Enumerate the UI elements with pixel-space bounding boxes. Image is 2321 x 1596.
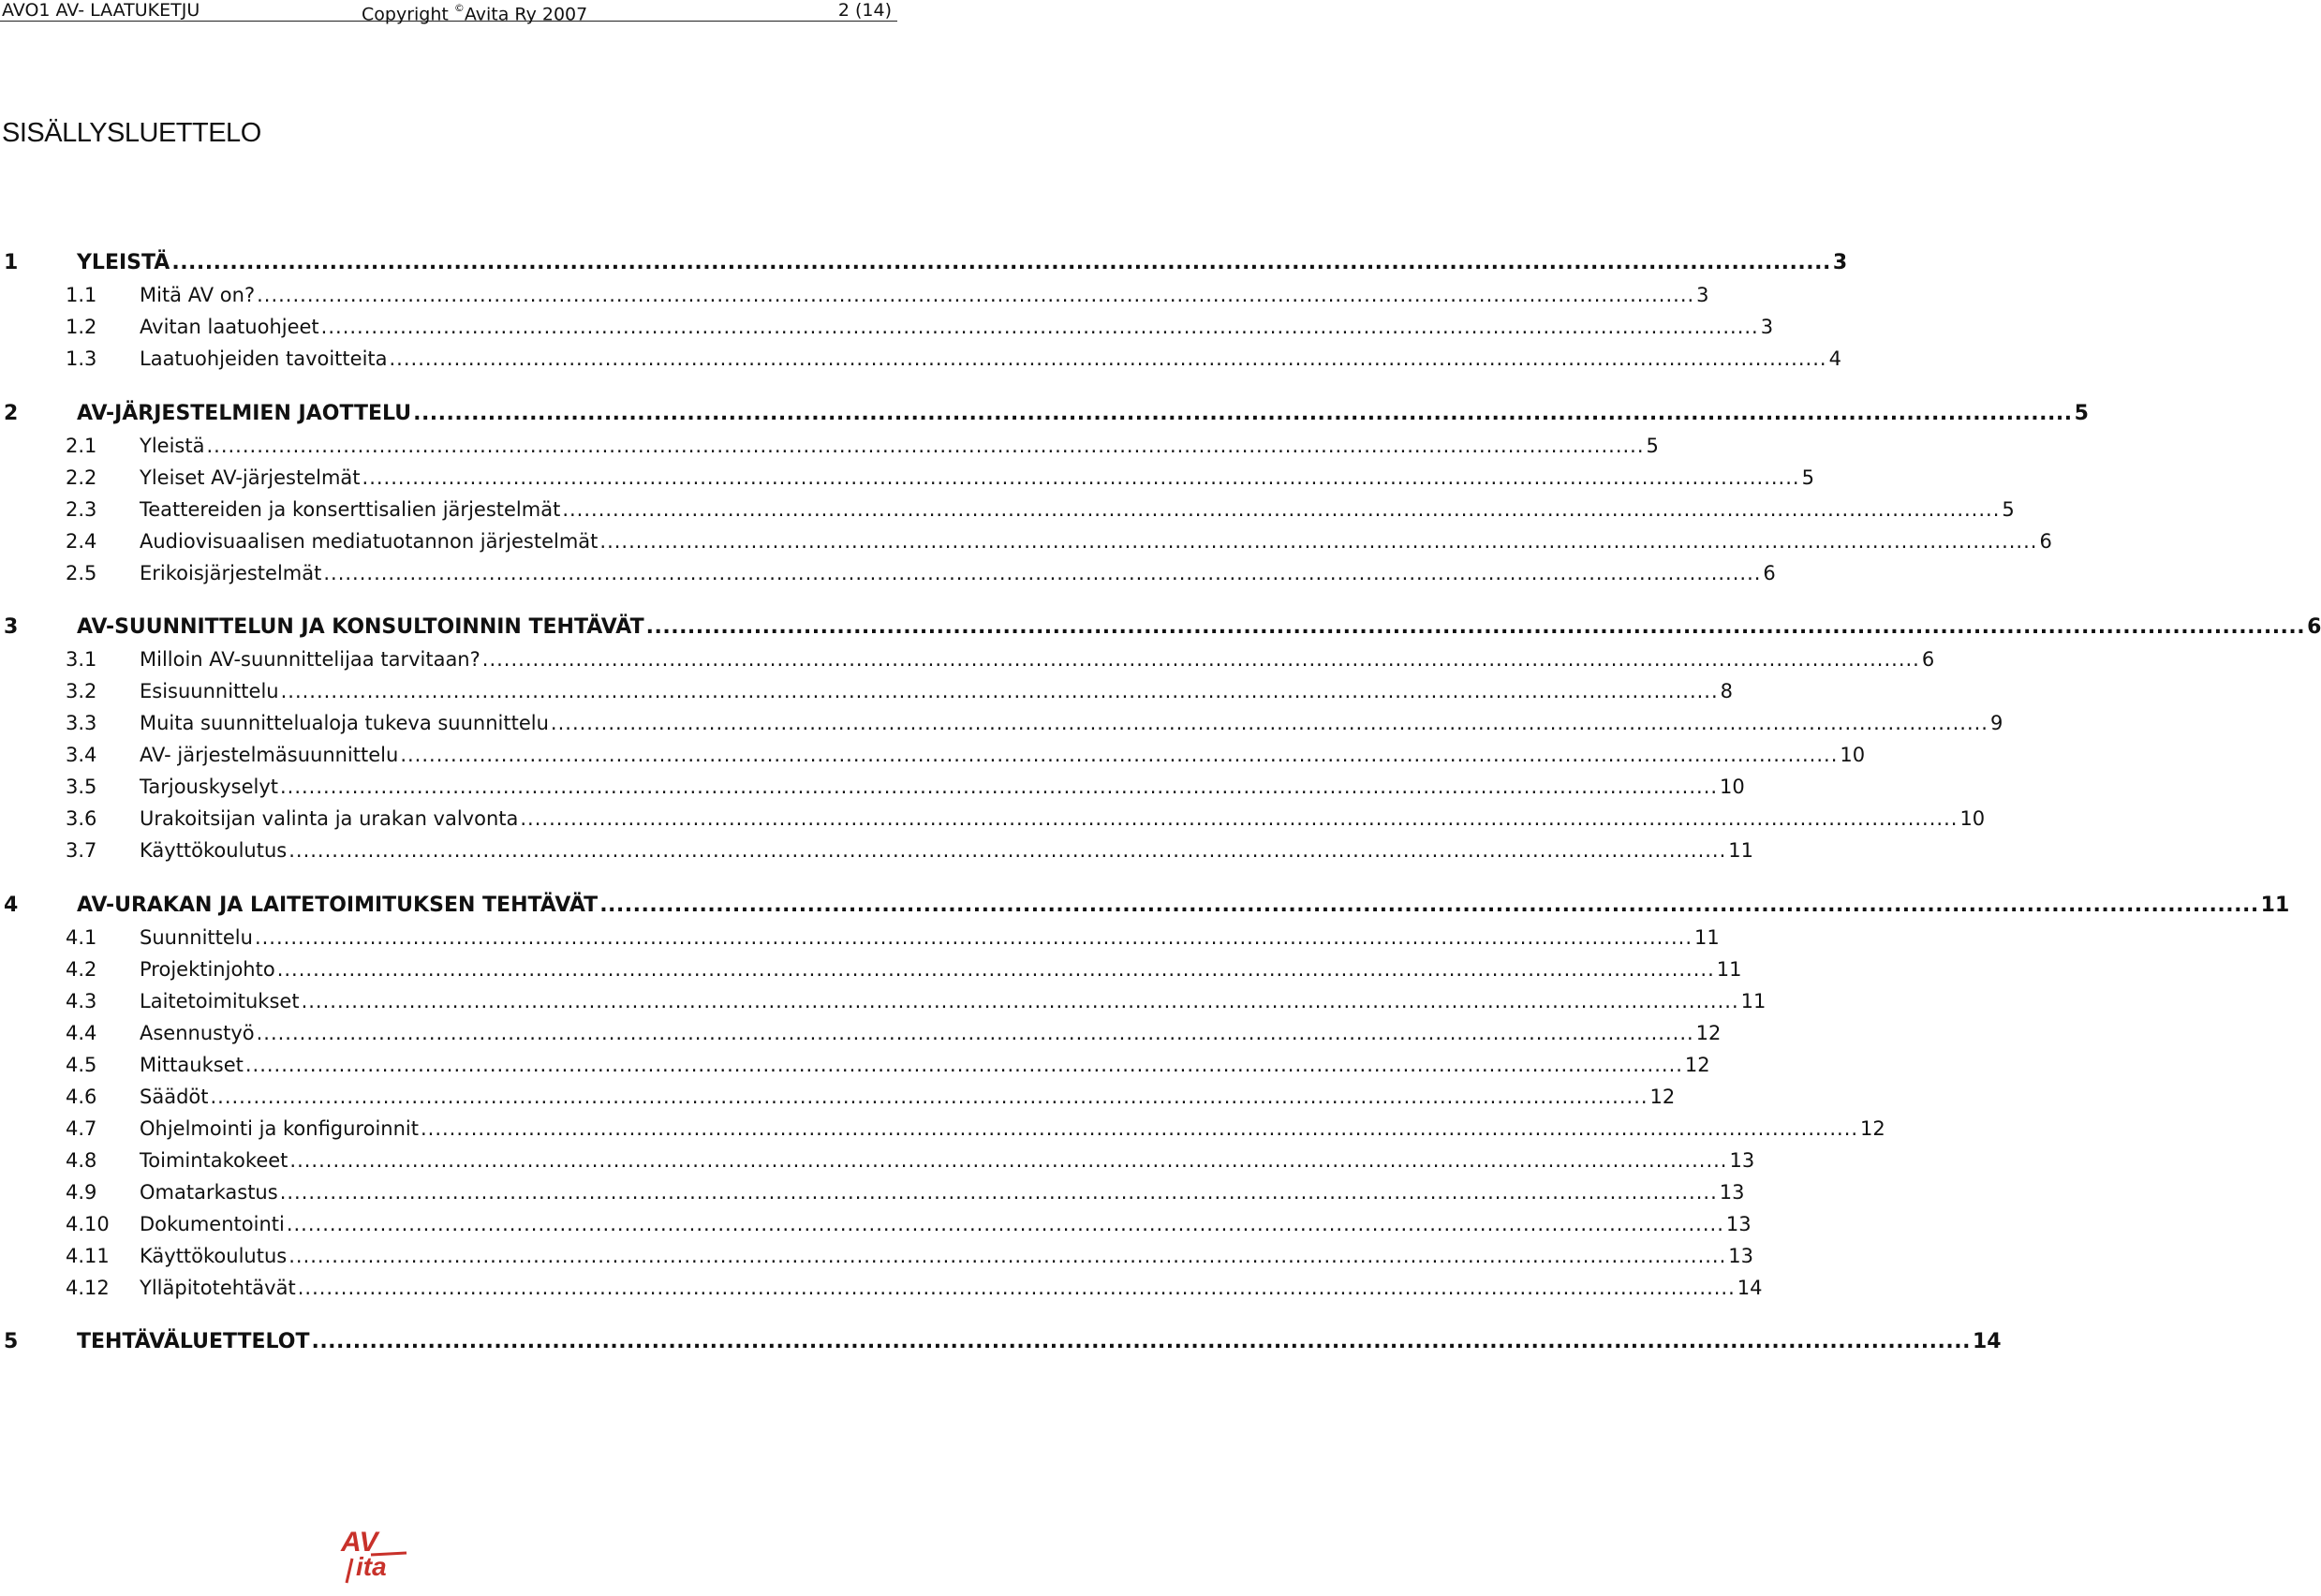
toc-title: Esisuunnittelu (140, 680, 279, 702)
toc-number: 3.2 (66, 680, 97, 702)
toc-leader-dots (311, 1327, 1970, 1357)
toc-page: 8 (1720, 680, 1734, 702)
toc-line (140, 1114, 1885, 1144)
toc-number: 4.10 (66, 1213, 110, 1235)
toc-line (140, 708, 2003, 738)
toc-title: Avitan laatuohjeet (140, 316, 319, 338)
toc-leader-dots (400, 740, 1838, 770)
toc-number: 3.7 (66, 839, 97, 862)
toc-number: 2.4 (66, 530, 97, 553)
toc-number: 2.1 (66, 435, 97, 457)
toc-leader-dots (281, 676, 1719, 706)
toc-subsection[interactable] (0, 1209, 1752, 1239)
toc-page: 12 (1695, 1022, 1722, 1044)
toc-subsection[interactable] (0, 772, 1745, 802)
toc-number: 3.4 (66, 744, 97, 766)
toc-subsection[interactable] (0, 463, 1814, 493)
toc-number: 4.6 (66, 1086, 97, 1108)
toc-title: AV-SUUNNITTELUN JA KONSULTOINNIN TEHTÄVÄT (77, 615, 644, 639)
toc-subsection[interactable] (0, 1145, 1755, 1175)
toc-number: 4.1 (66, 926, 97, 949)
toc-leader-dots (520, 804, 1958, 834)
toc-number: 4.2 (66, 958, 97, 981)
toc-number: 2 (4, 402, 19, 425)
toc-line (140, 1241, 1754, 1271)
toc-section[interactable] (0, 399, 2089, 429)
toc-leader-dots (362, 463, 1800, 493)
toc-subsection[interactable] (0, 1050, 1710, 1080)
copyright-notice: Copyright ©Avita Ry 2007 (362, 2, 588, 25)
toc-leader-dots (551, 708, 1988, 738)
toc-number: 4.5 (66, 1054, 97, 1076)
page-header (0, 0, 897, 25)
page-number: 2 (14) (837, 0, 892, 21)
toc-title: Audiovisuaalisen mediatuotannon järjestelmät (140, 530, 599, 553)
toc-number: 4.8 (66, 1149, 97, 1172)
toc-page: 12 (1860, 1117, 1885, 1140)
toc-number: 4 (4, 894, 19, 917)
toc-number: 1.2 (66, 316, 97, 338)
toc-leader-dots (171, 248, 1830, 278)
toc-number: 3.3 (66, 712, 97, 734)
toc-line (77, 248, 1848, 278)
toc-leader-dots (257, 280, 1694, 310)
toc-subsection[interactable] (0, 280, 1709, 310)
toc-leader-dots (277, 954, 1715, 984)
toc-page: 6 (1921, 648, 1935, 671)
toc-line (140, 1050, 1710, 1080)
toc-leader-dots (280, 1177, 1718, 1207)
toc-number: 4.7 (66, 1117, 97, 1140)
toc-subsection[interactable] (0, 344, 1841, 374)
toc-number: 3.1 (66, 648, 97, 671)
toc-leader-dots (321, 312, 1759, 342)
toc-page: 6 (2307, 615, 2321, 639)
toc-line (140, 431, 1659, 461)
toc-title: AV-URAKAN JA LAITETOIMITUKSEN TEHTÄVÄT (77, 894, 599, 917)
toc-leader-dots (599, 526, 2037, 556)
toc-title: Omatarkastus (140, 1181, 278, 1204)
toc-section[interactable] (0, 1327, 2002, 1357)
document-code: AVO1 AV- LAATUKETJU (2, 0, 200, 21)
toc-line (140, 772, 1745, 802)
toc-subsection[interactable] (0, 740, 1866, 770)
toc-leader-dots (280, 772, 1718, 802)
toc-number: 1.3 (66, 347, 97, 370)
toc-page: 10 (1840, 744, 1866, 766)
toc-section[interactable] (0, 248, 1848, 278)
toc-title: YLEISTÄ (77, 251, 170, 274)
toc-title: Dokumentointi (140, 1213, 285, 1235)
toc-subsection[interactable] (0, 431, 1659, 461)
toc-leader-dots (289, 1145, 1727, 1175)
toc-page: 13 (1719, 1181, 1745, 1204)
toc-leader-dots (257, 1018, 1694, 1048)
toc-leader-dots (210, 1082, 1648, 1112)
toc-leader-dots (482, 644, 1920, 674)
toc-leader-dots (421, 1114, 1858, 1144)
toc-title: TEHTÄVÄLUETTELOT (77, 1330, 310, 1353)
toc-number: 4.12 (66, 1277, 110, 1299)
toc-page: 12 (1649, 1086, 1676, 1108)
toc-title: Teattereiden ja konserttisalien järjestelmät (140, 498, 561, 521)
toc-page: 10 (1959, 807, 1986, 830)
avita-logo (337, 1525, 408, 1587)
toc-line (140, 1145, 1755, 1175)
toc-line (140, 676, 1734, 706)
toc-page: 14 (1972, 1330, 2002, 1353)
toc-subsection[interactable] (0, 1114, 1885, 1144)
toc-leader-dots (390, 344, 1827, 374)
toc-subsection[interactable] (0, 954, 1742, 984)
toc-line (140, 1273, 1763, 1303)
toc-subsection[interactable] (0, 1241, 1754, 1271)
toc-leader-dots (206, 431, 1644, 461)
toc-subsection[interactable] (0, 986, 1767, 1016)
toc-title: Laitetoimitukset (140, 990, 300, 1012)
toc-leader-dots (413, 399, 2072, 429)
toc-line (140, 740, 1866, 770)
toc-subsection[interactable] (0, 923, 1720, 953)
toc-page: 11 (1740, 990, 1767, 1012)
toc-section[interactable] (0, 891, 2290, 921)
toc-line (140, 986, 1767, 1016)
toc-title: Toimintakokeet (140, 1149, 288, 1172)
toc-leader-dots (323, 558, 1761, 588)
toc-page: 3 (1696, 284, 1709, 306)
toc-subsection[interactable] (0, 1177, 1745, 1207)
logo-text-bottom: ita (356, 1552, 387, 1581)
toc-section[interactable] (0, 613, 2321, 643)
toc-subsection[interactable] (0, 644, 1935, 674)
toc-title: Urakoitsijan valinta ja urakan valvonta (140, 807, 519, 830)
toc-title: Mittaukset (140, 1054, 244, 1076)
toc-page: 12 (1684, 1054, 1710, 1076)
toc-line (140, 835, 1754, 865)
toc-page: 10 (1720, 776, 1745, 798)
toc-title: Muita suunnittelualoja tukeva suunnittelu (140, 712, 549, 734)
toc-line (140, 558, 1776, 588)
toc-leader-dots (599, 891, 2258, 921)
toc-subsection[interactable] (0, 1082, 1676, 1112)
toc-line (77, 891, 2290, 921)
toc-page: 13 (1729, 1149, 1755, 1172)
toc-line (77, 1327, 2002, 1357)
toc-line (140, 312, 1774, 342)
toc-page: 5 (2002, 498, 2015, 521)
toc-line (140, 495, 2015, 525)
toc-title: Käyttökoulutus (140, 839, 288, 862)
toc-subsection[interactable] (0, 558, 1776, 588)
toc-title: Säädöt (140, 1086, 209, 1108)
toc-line (140, 463, 1814, 493)
toc-title: AV-JÄRJESTELMIEN JAOTTELU (77, 402, 412, 425)
toc-title: AV- järjestelmäsuunnittelu (140, 744, 399, 766)
toc-leader-dots (562, 495, 2000, 525)
toc-line (140, 280, 1709, 310)
toc-subsection[interactable] (0, 312, 1774, 342)
toc-page: 9 (1989, 712, 2003, 734)
logo-text-top: AV (341, 1527, 378, 1558)
toc-subsection[interactable] (0, 708, 2003, 738)
toc-number: 2.3 (66, 498, 97, 521)
toc-title: Ylläpitotehtävät (140, 1277, 296, 1299)
toc-line (140, 344, 1841, 374)
toc-page: 11 (1694, 926, 1720, 949)
toc-number: 4.4 (66, 1022, 97, 1044)
toc-line (140, 644, 1935, 674)
toc-number: 1.1 (66, 284, 97, 306)
toc-line (77, 399, 2089, 429)
toc-subsection[interactable] (0, 526, 2052, 556)
toc-number: 4.3 (66, 990, 97, 1012)
toc-line (140, 954, 1742, 984)
toc-leader-dots (255, 923, 1693, 953)
toc-number: 3.6 (66, 807, 97, 830)
toc-leader-dots (298, 1273, 1736, 1303)
toc-page: 6 (2039, 530, 2052, 553)
toc-leader-dots (646, 613, 2305, 643)
toc-number: 2.2 (66, 466, 97, 489)
toc-page: 13 (1725, 1213, 1752, 1235)
toc-title: Käyttökoulutus (140, 1245, 288, 1267)
toc-subsection[interactable] (0, 804, 1986, 834)
toc-page: 5 (1801, 466, 1814, 489)
toc-title: Tarjouskyselyt (140, 776, 278, 798)
toc-line (140, 923, 1720, 953)
toc-page: 5 (1646, 435, 1659, 457)
toc-page: 6 (1763, 562, 1776, 584)
toc-page: 11 (1716, 958, 1742, 981)
toc-subsection[interactable] (0, 1018, 1722, 1048)
toc-number: 4.11 (66, 1245, 110, 1267)
toc-number: 3 (4, 615, 19, 639)
toc-number: 4.9 (66, 1181, 97, 1204)
toc-leader-dots (288, 1241, 1726, 1271)
toc-page: 11 (1728, 839, 1754, 862)
toc-line (140, 1018, 1722, 1048)
toc-title: Erikoisjärjestelmät (140, 562, 322, 584)
toc-title: Asennustyö (140, 1022, 255, 1044)
toc-number: 2.5 (66, 562, 97, 584)
toc-page: 14 (1737, 1277, 1763, 1299)
toc-title: Milloin AV-suunnittelijaa tarvitaan? (140, 648, 480, 671)
toc-leader-dots (287, 1209, 1724, 1239)
copyright-symbol: © (453, 2, 465, 14)
toc-line (140, 804, 1986, 834)
toc-page: 13 (1728, 1245, 1754, 1267)
toc-subsection[interactable] (0, 676, 1734, 706)
toc-leader-dots (302, 986, 1739, 1016)
toc-subsection[interactable] (0, 1273, 1763, 1303)
toc-page: 5 (2074, 402, 2089, 425)
toc-number: 3.5 (66, 776, 97, 798)
toc-title: Laatuohjeiden tavoitteita (140, 347, 388, 370)
toc-page: 4 (1828, 347, 1841, 370)
toc-number: 1 (4, 251, 19, 274)
toc-line (140, 1082, 1676, 1112)
toc-subsection[interactable] (0, 835, 1754, 865)
toc-title: Ohjelmointi ja konfiguroinnit (140, 1117, 419, 1140)
page-title: SISÄLLYSLUETTELO (2, 118, 261, 148)
toc-subsection[interactable] (0, 495, 2015, 525)
toc-page: 11 (2260, 894, 2290, 917)
toc-line (140, 1209, 1752, 1239)
toc-line (140, 526, 2052, 556)
toc-page: 3 (1832, 251, 1848, 274)
toc-title: Mitä AV on? (140, 284, 256, 306)
toc-title: Projektinjohto (140, 958, 275, 981)
toc-line (140, 1177, 1745, 1207)
toc-leader-dots (245, 1050, 1683, 1080)
toc-page: 3 (1760, 316, 1774, 338)
toc-leader-dots (288, 835, 1726, 865)
toc-title: Yleiset AV-järjestelmät (140, 466, 361, 489)
toc-line (77, 613, 2321, 643)
toc-title: Yleistä (140, 435, 205, 457)
toc-number: 5 (4, 1330, 19, 1353)
toc-title: Suunnittelu (140, 926, 253, 949)
